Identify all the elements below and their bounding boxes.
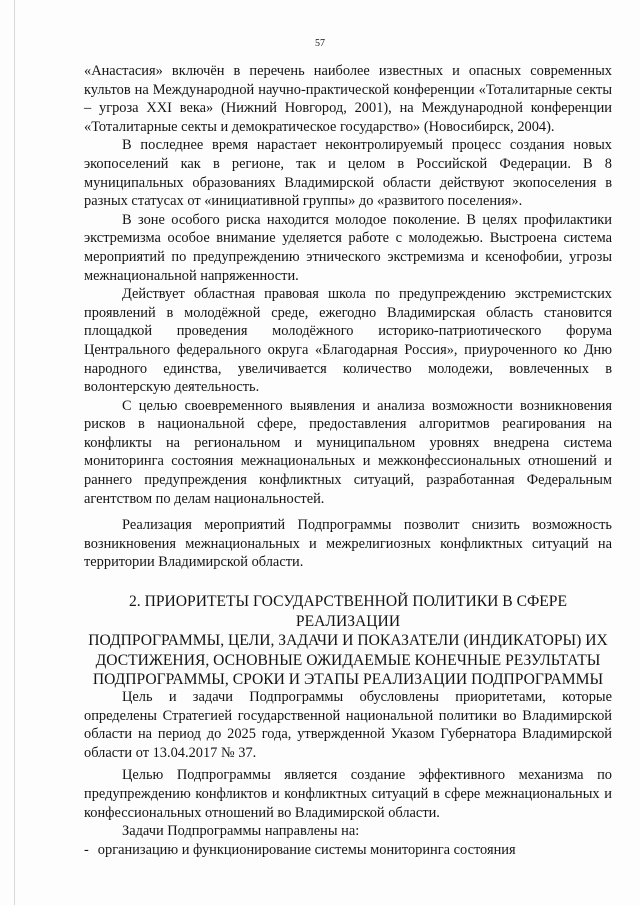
page-number: 57 xyxy=(315,38,325,49)
paragraph-7: Цель и задачи Подпрограммы обусловлены приоритетами, которые определены Стратегией государственной национальной политики во Владимирской области на период до 2025 года, утвержденной Указом Губернатора Владимирской области от 13.04.2017 № 37. xyxy=(84,689,612,761)
intro-text-block xyxy=(84,62,612,572)
scan-edge-line xyxy=(14,0,15,905)
paragraph-1: «Анастасия» включён в перечень наиболее известных и опасных современных культов на Международной научно-практической конференции «Тоталитарные секты – угроза XXI века» (Нижний Новгород, 2001), на Международной конференции «Тоталитарные секты и демократическое государство» (Новосибирск, 2004). xyxy=(84,63,612,135)
paragraph-2: В последнее время нарастает неконтролируемый процесс создания новых экопоселений как в регионе, так и целом в Российской Федерации. В 8 муниципальных образованиях Владимирской области действуют экопоселения в разных статусах от «инициативной группы» до «развитого поселения». xyxy=(84,137,612,210)
paragraph-5: С целью своевременного выявления и анализа возможности возникновения рисков в национальной сфере, предоставления алгоритмов реагирования на конфликты на региональном и муниципальном уровнях внедрена система мониторинга состояния межнациональных и межконфессиональных отношений и раннего предупреждения конфликтных ситуаций, разработанная Федеральным агентством по делам национальностей. xyxy=(84,397,612,507)
section-heading-line-3: ДОСТИЖЕНИЯ, ОСНОВНЫЕ ОЖИДАЕМЫЕ КОНЕЧНЫЕ РЕЗУЛЬТАТЫ xyxy=(95,651,601,669)
paragraph-8: Целью Подпрограммы является создание эффективного механизма по предупреждению конфликтов и конфликтных ситуаций в сфере межнациональных и конфессиональных отношений во Владимирской области. xyxy=(84,767,612,821)
section-heading-line-2: ПОДПРОГРАММЫ, ЦЕЛИ, ЗАДАЧИ И ПОКАЗАТЕЛИ (ИНДИКАТОРЫ) ИХ xyxy=(88,632,608,649)
bullet-item-text: организацию и функционирование системы мониторинга состояния xyxy=(97,841,516,858)
section-heading xyxy=(84,592,612,690)
paragraph-3: В зоне особого риска находится молодое поколение. В целях профилактики экстремизма особое внимание уделяется работе с молодежью. Выстроена система мероприятий по предупреждению этнического экстремизма и ксенофобии, угрозы межнациональной напряженности. xyxy=(84,211,612,284)
paragraph-9: Задачи Подпрограммы направлены на: xyxy=(122,823,360,840)
paragraph-6: Реализация мероприятий Подпрограммы позволит снизить возможность возникновения межнациональных и межрелигиозных конфликтных ситуаций на территории Владимирской области. xyxy=(84,517,612,571)
section-heading-line-1: 2. ПРИОРИТЕТЫ ГОСУДАРСТВЕННОЙ ПОЛИТИКИ В СФЕРЕ РЕАЛИЗАЦИИ xyxy=(128,593,568,630)
paragraph-4: Действует областная правовая школа по предупреждению экстремистских проявлений в молодёжной среде, ежегодно Владимирская область становится площадкой проведения молодёжного историко-патриотического форума Центрального федерального округа «Благодарная Россия», приуроченного ко Дню народного единства, увеличивается количество молодежи, вовлеченных в волонтерскую деятельность. xyxy=(84,286,612,396)
section-text-block xyxy=(84,688,612,859)
bullet-item xyxy=(84,841,612,860)
bullet-dash: - xyxy=(84,841,89,858)
section-heading-line-4: ПОДПРОГРАММЫ, СРОКИ И ЭТАПЫ РЕАЛИЗАЦИИ ПОДПРОГРАММЫ xyxy=(92,671,604,688)
